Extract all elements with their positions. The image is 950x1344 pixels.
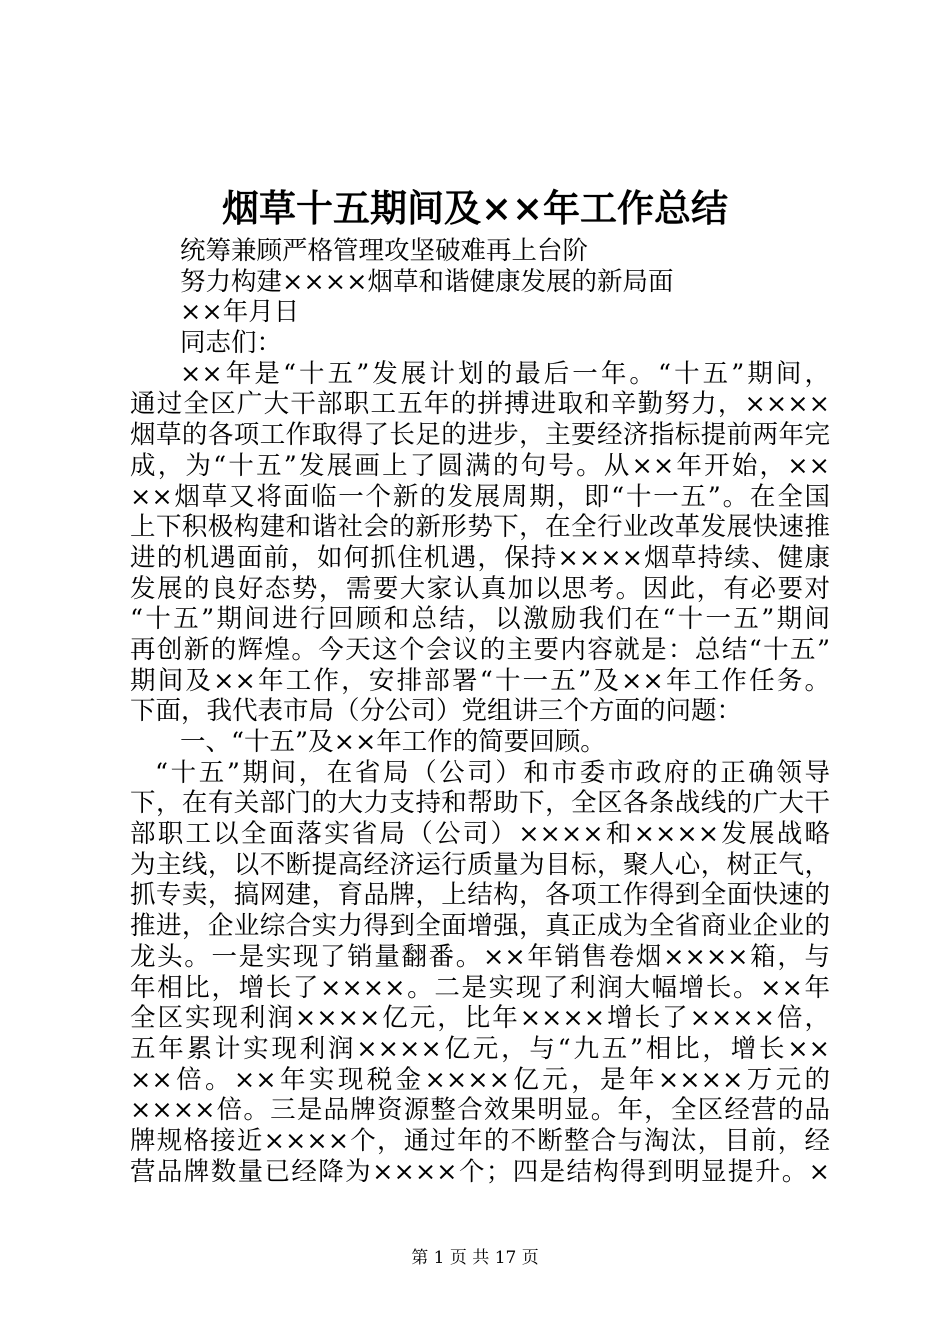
subtitle-line-1: 统筹兼顾严格管理攻坚破难再上台阶 [180, 236, 589, 266]
document-body [130, 236, 830, 1187]
paragraph-line: 烟草的各项工作取得了长足的进步，主要经济指标提前两年完 [130, 420, 830, 451]
paragraph-line: 期间及××年工作，安排部署“十一五”及××年工作任务。 [130, 665, 830, 696]
paragraph-line: 部职工以全面落实省局（公司）××××和××××发展战略 [130, 819, 830, 850]
paragraph-line: 全区实现利润××××亿元，比年××××增长了××××倍， [130, 1003, 830, 1034]
paragraph-line: 牌规格接近××××个，通过年的不断整合与淘汰，目前，经 [130, 1125, 830, 1156]
paragraph-line: 成，为“十五”发展画上了圆满的句号。从××年开始，×× [130, 450, 830, 481]
paragraph-line: ××烟草又将面临一个新的发展周期，即“十一五”。在全国 [130, 481, 830, 512]
salutation: 同志们： [180, 328, 283, 359]
paragraph-line: 为主线，以不断提高经济运行质量为目标，聚人心，树正气， [130, 849, 830, 880]
subtitle-line-2: 努力构建××××烟草和谐健康发展的新局面 [180, 266, 674, 297]
paragraph-line: 推进，企业综合实力得到全面增强，真正成为全省商业企业的 [130, 911, 830, 942]
paragraph-line: “十五”期间进行回顾和总结，以激励我们在“十一五”期间 [130, 604, 830, 635]
paragraph-line: 上下积极构建和谐社会的新形势下，在全行业改革发展快速推 [130, 512, 830, 543]
paragraph-line: 营品牌数量已经降为××××个；四是结构得到明显提升。× [130, 1156, 830, 1187]
paragraph-line: ××倍。××年实现税金××××亿元，是年××××万元的 [130, 1064, 830, 1095]
document-title: 烟草十五期间及××年工作总结 [221, 186, 728, 230]
paragraph-line: 再创新的辉煌。今天这个会议的主要内容就是：总结“十五” [130, 634, 830, 665]
paragraph-line: 进的机遇面前，如何抓住机遇，保持××××烟草持续、健康 [130, 542, 830, 573]
section-heading: 一、“十五”及××年工作的简要回顾。 [180, 727, 606, 757]
paragraph-line: 五年累计实现利润××××亿元，与“九五”相比，增长×× [130, 1033, 830, 1064]
date-line: ××年月日 [180, 297, 300, 328]
paragraph-line: 龙头。一是实现了销量翻番。××年销售卷烟××××箱，与 [130, 941, 830, 972]
paragraph-line: ××××倍。三是品牌资源整合效果明显。年，全区经营的品 [130, 1095, 830, 1126]
paragraph-line: 下面，我代表市局（分公司）党组讲三个方面的问题： [130, 696, 743, 727]
paragraph-line: “十五”期间，在省局（公司）和市委市政府的正确领导 [155, 757, 830, 788]
paragraph-line: ××年是“十五”发展计划的最后一年。“十五”期间， [180, 358, 830, 389]
paragraph-line: 通过全区广大干部职工五年的拼搏进取和辛勤努力，×××× [130, 389, 830, 420]
paragraph-line: 发展的良好态势，需要大家认真加以思考。因此，有必要对 [130, 573, 830, 604]
paragraph-line: 下，在有关部门的大力支持和帮助下，全区各条战线的广大干 [130, 788, 830, 819]
page-footer: 第 1 页 共 17 页 [411, 1248, 539, 1268]
paragraph-line: 年相比，增长了××××。二是实现了利润大幅增长。××年 [130, 972, 830, 1003]
paragraph-line: 抓专卖，搞网建，育品牌，上结构，各项工作得到全面快速的 [130, 880, 830, 911]
